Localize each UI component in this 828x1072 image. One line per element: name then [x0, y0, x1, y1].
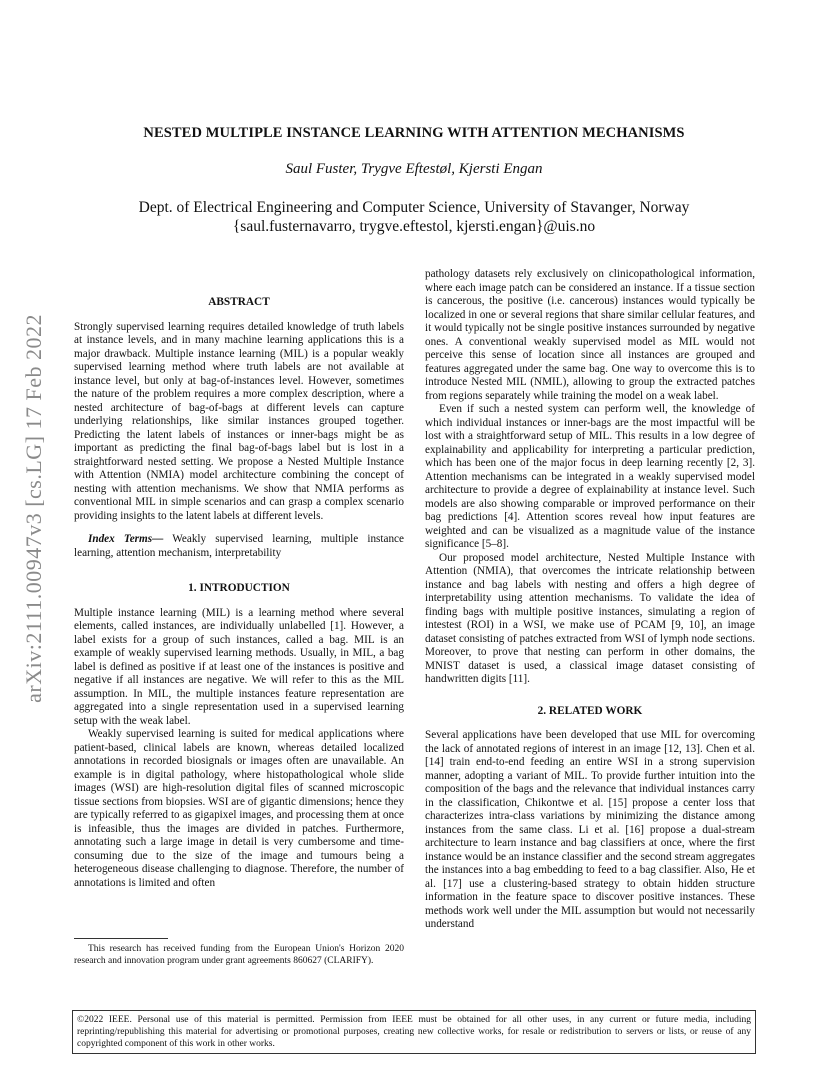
- related-work-heading: 2. RELATED WORK: [537, 704, 643, 717]
- index-terms: [74, 533, 404, 560]
- intro-paragraph-1: Multiple instance learning (MIL) is a learning method where several elements, called instances, are individually unlabelled [1]. However, a label exists for a group of such instances, called a bag. MIL is an example of weakly supervised learning methods. Usually, in MIL, a bag label is defined as positive if at least one of the instances is positive and negative if all instances are negative. We will refer to this as the MIL assumption. In MIL, the multiple instances feature representation are aggregated into a single representation used in a supervised learning setup with the weak label.: [74, 606, 404, 727]
- affiliation-emails: {saul.fusternavarro, trygve.eftestol, kjersti.engan}@uis.no: [232, 218, 596, 235]
- index-terms-label: Index Terms—: [88, 533, 164, 545]
- abstract-text: Strongly supervised learning requires detailed knowledge of truth labels at instance levels, and in many machine learning applications this is a major drawback. Multiple instance learning (MIL) is a popular weakly supervised learning method where truth labels are not available at instance level, but only at bag-of-instances level. However, sometimes the nature of the problem requires a more complex description, where a nested architecture of bag-of-bags at different levels can capture underlying relationships, like similar instances grouped together. Predicting the latent labels of instances or inner-bags might be as important as predicting the final bag-of-bags label but is lost in a straightforward nested setting. We propose a Nested Multiple Instance with Attention (NMIA) model architecture combining the concept of nesting with attention mechanisms. We show that NMIA performs as conventional MIL in simple scenarios and can grasp a complex scenario providing insights to the latent labels at different levels.: [74, 320, 404, 522]
- funding-footnote: This research has received funding from the European Union's Horizon 2020 research and innovation program under grant agreements 860627 (CLARIFY).: [74, 944, 404, 966]
- abstract-heading: ABSTRACT: [208, 296, 270, 308]
- footnote-divider: [74, 938, 168, 939]
- affiliation-dept: Dept. of Electrical Engineering and Computer Science, University of Stavanger, Norway: [138, 199, 690, 216]
- index-terms-text: Weakly supervised learning, multiple instance learning, attention mechanism, interpretability: [74, 533, 404, 559]
- related-work-paragraph: Several applications have been developed that use MIL for overcoming the lack of annotated regions of interest in an image [12, 13]. Chen et al. [14] train end-to-end feeding an entire WSI in a strong supervision manner, adopting a variant of MIL. To provide further intuition into the composition of the bags and the relevance that individual instances carry in the classification, Chikontwe et al. [15] propose a center loss that characterizes intra-class variations by minimizing the distance among instances from the same class. Li et al. [16] propose a dual-stream architecture to learn instance and bag classifiers at once, where the first instance would be an instance classifier and the second stream aggregates the instances into a bag embedding to feed to a bag classifier. Also, He et al. [17] use a clustering-based strategy to obtain hidden structure information in the feature space to discover positive instances. These methods work well under the MIL assumption but would not necessarily understand: [425, 729, 755, 930]
- arxiv-id-text: arXiv:2111.00947v3 [cs.LG] 17 Feb 2022: [21, 313, 46, 703]
- paper-authors: Saul Fuster, Trygve Eftestøl, Kjersti Engan: [285, 161, 543, 177]
- right-paragraph-1: pathology datasets rely exclusively on clinicopathological information, where each image patch can be considered an instance. If a tissue section is cancerous, the positive (i.e. cancerous) instances would typically be localized in one or several regions that share similar cellular features, and it would typically not be single positive instances surrounded by negative ones. A conventional weakly supervised model as MIL would not perceive this sense of location since all instances are grouped and features aggregated under the same bag. One way to overcome this is to introduce Nested MIL (NMIL), allowing to group the extracted patches from regions separately while training the model on a weak label.: [425, 268, 755, 402]
- intro-heading: 1. INTRODUCTION: [188, 582, 290, 594]
- intro-paragraph-2: Weakly supervised learning is suited for medical applications where patient-based, clinical labels are known, whereas detailed localized annotations in recorded biosignals or images often are unavailable. An example is in digital pathology, where histopathological whole slide images (WSI) are high-resolution digital files of scanned microscopic tissue sections from biopsies. WSI are of gigantic dimensions; hence they are typically referred to as gigapixel images, and processing them at once is infeasible, thus the images are divided in patches. Furthermore, annotating such a large image in detail is very cumbersome and time-consuming due to the size of the image and tumours being a heterogeneous disease challenging to diagnose. Therefore, the number of annotations is limited and often: [74, 728, 404, 889]
- right-paragraph-2: Even if such a nested system can perform well, the knowledge of which individual instances or inner-bags are the most impactful will be lost with a straightforward setup of MIL. This results in a low degree of explainability and applicability for interpreting a particular prediction, which has been one of the major focus in deep learning recently [2, 3]. Attention mechanisms can be integrated in a weakly supervised model architecture to provide a degree of explainability at instance level. Such models are also showing comparable or improved performance on their bag predictions [4]. Attention scores reveal how input features are weighted and can be visualized as a magnitude value of the instance significance [5–8].: [425, 403, 755, 550]
- affiliation: [0, 198, 828, 236]
- right-column: [425, 268, 755, 932]
- paper-title: NESTED MULTIPLE INSTANCE LEARNING WITH ATTENTION MECHANISMS: [143, 125, 685, 141]
- copyright-notice: ©2022 IEEE. Personal use of this material is permitted. Permission from IEEE must be obtained for all other uses, in any current or future media, including reprinting/republishing this material for advertising or promotional purposes, creating new collective works, for resale or redistribution to servers or lists, or reuse of any copyrighted component of this work in other works.: [72, 1010, 756, 1054]
- right-paragraph-3: Our proposed model architecture, Nested Multiple Instance with Attention (NMIA), that overcomes the intricate relationship between instance and bag labels with nesting and offers a high degree of interpretability using attention mechanisms. To validate the idea of finding bags with multiple positive instances, simulating a region of intestest (ROI) in a WSI, we make use of PCAM [9, 10], an image dataset consisting of patches extracted from WSI of lymph node sections. Moreover, to prove that nesting can perform in other domains, the MNIST dataset is used, a classical image dataset consisting of handwritten digits [11].: [425, 551, 755, 685]
- arxiv-identifier: [22, 288, 46, 728]
- left-column: [74, 296, 404, 890]
